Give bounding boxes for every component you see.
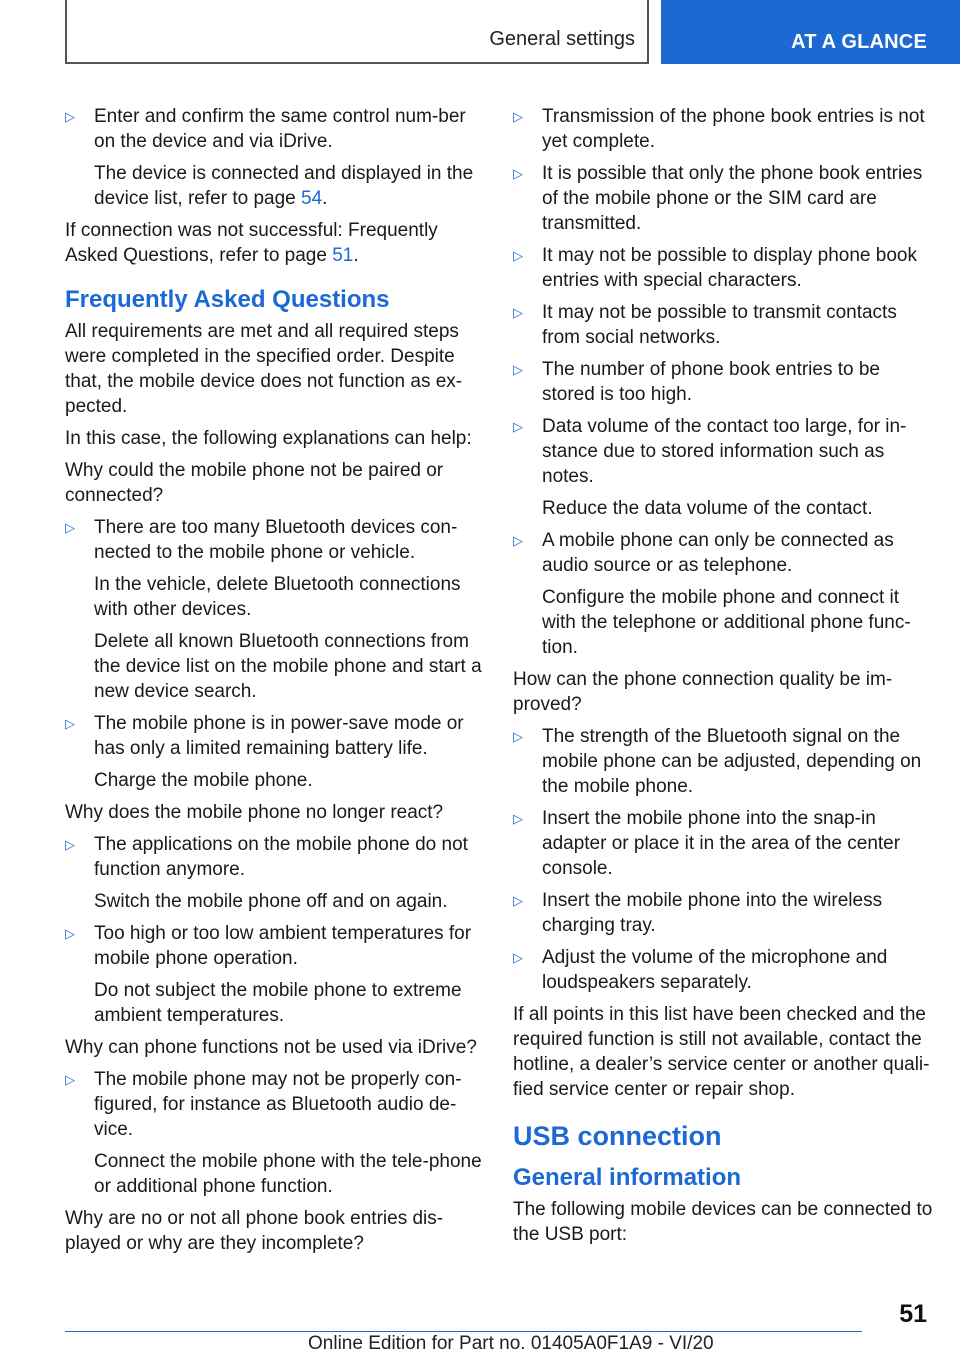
question: Why could the mobile phone not be paired or connected? bbox=[65, 460, 444, 506]
general-information-heading: General information bbox=[513, 1164, 742, 1191]
indented-paragraph: Switch the mobile phone off and on again. bbox=[94, 891, 448, 912]
bullet-text: The strength of the Bluetooth signal on the mobile phone can be adjusted, depending on the mobile phone. bbox=[542, 726, 922, 797]
bullet-item bbox=[513, 104, 933, 154]
bullet-item bbox=[513, 528, 933, 578]
bullet-text: The mobile phone is in power-save mode or has only a limited remaining battery life. bbox=[94, 713, 464, 759]
paragraph bbox=[65, 218, 485, 268]
bullet-item bbox=[513, 300, 933, 350]
bullet-text: Too high or too low ambient temperatures for mobile phone operation. bbox=[94, 923, 472, 969]
paragraph: The following mobile devices can be connected to the USB port: bbox=[513, 1199, 933, 1245]
page-link-51[interactable]: 51 bbox=[332, 245, 354, 266]
bullet-triangle-icon: ▷ bbox=[513, 362, 523, 377]
header-left-border bbox=[65, 0, 67, 64]
paragraph: In this case, the following explanations can help: bbox=[65, 428, 472, 449]
footer-rule bbox=[65, 1331, 862, 1332]
bullet-item bbox=[513, 161, 933, 236]
indented-paragraph: Delete all known Bluetooth connections from the device list on the mobile phone and start a new device search. bbox=[94, 631, 482, 702]
bullet-item bbox=[65, 711, 485, 761]
indented-paragraph: Connect the mobile phone with the tele‐phone or additional phone function. bbox=[94, 1151, 482, 1197]
bullet-triangle-icon: ▷ bbox=[513, 533, 523, 548]
header-chapter-tab[interactable] bbox=[661, 0, 960, 64]
header-chapter-label: AT A GLANCE bbox=[791, 31, 927, 53]
bullet-triangle-icon: ▷ bbox=[513, 729, 523, 744]
bullet-triangle-icon: ▷ bbox=[513, 950, 523, 965]
bullet-text: Transmission of the phone book entries is not yet complete. bbox=[542, 106, 925, 152]
right-column bbox=[513, 104, 933, 1254]
bullet-item bbox=[65, 921, 485, 971]
text: . bbox=[322, 188, 328, 209]
bullet-text: Insert the mobile phone into the snap-in adapter or place it in the area of the center console. bbox=[542, 808, 901, 879]
bullet-item bbox=[65, 104, 485, 154]
bullet-item bbox=[65, 515, 485, 565]
indented-paragraph: Configure the mobile phone and connect it with the telephone or additional phone func‐tion. bbox=[542, 587, 911, 658]
bullet-triangle-icon: ▷ bbox=[513, 419, 523, 434]
bullet-triangle-icon: ▷ bbox=[513, 305, 523, 320]
bullet-item bbox=[513, 945, 933, 995]
paragraph: All requirements are met and all required steps were completed in the specified order. Despite that, the mobile device does not function as ex‐pected. bbox=[65, 321, 463, 417]
bullet-text: The number of phone book entries to be stored is too high. bbox=[542, 359, 881, 405]
header-section-title: General settings bbox=[489, 28, 635, 50]
bullet-triangle-icon: ▷ bbox=[513, 811, 523, 826]
footer-edition: Online Edition for Part no. 01405A0F1A9 - VI/20 bbox=[308, 1333, 714, 1354]
bullet-item bbox=[513, 724, 933, 799]
bullet-item bbox=[513, 888, 933, 938]
bullet-item bbox=[65, 1067, 485, 1142]
bullet-text: The applications on the mobile phone do not function anymore. bbox=[94, 834, 468, 880]
question: How can the phone connection quality be im‐proved? bbox=[513, 669, 893, 715]
bullet-triangle-icon: ▷ bbox=[513, 893, 523, 908]
bullet-item bbox=[513, 414, 933, 489]
indented-paragraph bbox=[65, 161, 485, 211]
bullet-text: Data volume of the contact too large, for in‐stance due to stored information such as notes. bbox=[542, 416, 907, 487]
header-divider bbox=[647, 0, 649, 64]
text: . bbox=[353, 245, 359, 266]
bullet-item bbox=[65, 832, 485, 882]
question: Why are no or not all phone book entries dis‐played or why are they incomplete? bbox=[65, 1208, 444, 1254]
bullet-text: Adjust the volume of the microphone and loudspeakers separately. bbox=[542, 947, 888, 993]
bullet-item bbox=[513, 806, 933, 881]
left-column bbox=[65, 104, 485, 1263]
indented-paragraph: In the vehicle, delete Bluetooth connections with other devices. bbox=[94, 574, 461, 620]
bullet-triangle-icon: ▷ bbox=[65, 926, 75, 941]
bullet-text: Enter and confirm the same control num‐ber on the device and via iDrive. bbox=[94, 106, 466, 152]
indented-paragraph: Reduce the data volume of the contact. bbox=[542, 498, 873, 519]
question: Why can phone functions not be used via iDrive? bbox=[65, 1037, 477, 1058]
page-number: 51 bbox=[899, 1300, 927, 1328]
bullet-triangle-icon: ▷ bbox=[65, 520, 75, 535]
bullet-text: It may not be possible to transmit contacts from social networks. bbox=[542, 302, 897, 348]
indented-paragraph: Charge the mobile phone. bbox=[94, 770, 313, 791]
bullet-triangle-icon: ▷ bbox=[65, 837, 75, 852]
question: Why does the mobile phone no longer react? bbox=[65, 802, 444, 823]
bullet-text: There are too many Bluetooth devices con‐nected to the mobile phone or vehicle. bbox=[94, 517, 458, 563]
bullet-triangle-icon: ▷ bbox=[513, 166, 523, 181]
bullet-item bbox=[513, 357, 933, 407]
bullet-text: It is possible that only the phone book entries of the mobile phone or the SIM card are transmitted. bbox=[542, 163, 923, 234]
text: If connection was not successful: Frequently Asked Questions, refer to page bbox=[65, 220, 438, 266]
text: The device is connected and displayed in the device list, refer to page bbox=[94, 163, 474, 209]
bullet-text: It may not be possible to display phone book entries with special characters. bbox=[542, 245, 917, 291]
bullet-item bbox=[513, 243, 933, 293]
paragraph: If all points in this list have been checked and the required function is still not available, contact the hotline, a dealer’s service center or another quali‐fied service center or repair shop. bbox=[513, 1004, 930, 1100]
indented-paragraph: Do not subject the mobile phone to extreme ambient temperatures. bbox=[94, 980, 462, 1026]
bullet-text: A mobile phone can only be connected as audio source or as telephone. bbox=[542, 530, 894, 576]
bullet-triangle-icon: ▷ bbox=[65, 716, 75, 731]
bullet-triangle-icon: ▷ bbox=[65, 109, 75, 124]
header-rule bbox=[65, 62, 649, 64]
usb-connection-heading: USB connection bbox=[513, 1121, 722, 1151]
bullet-text: Insert the mobile phone into the wireless charging tray. bbox=[542, 890, 883, 936]
bullet-triangle-icon: ▷ bbox=[513, 248, 523, 263]
page-link-54[interactable]: 54 bbox=[301, 188, 323, 209]
bullet-text: The mobile phone may not be properly con‐figured, for instance as Bluetooth audio de‐vice. bbox=[94, 1069, 462, 1140]
bullet-triangle-icon: ▷ bbox=[65, 1072, 75, 1087]
bullet-triangle-icon: ▷ bbox=[513, 109, 523, 124]
faq-heading: Frequently Asked Questions bbox=[65, 286, 390, 313]
